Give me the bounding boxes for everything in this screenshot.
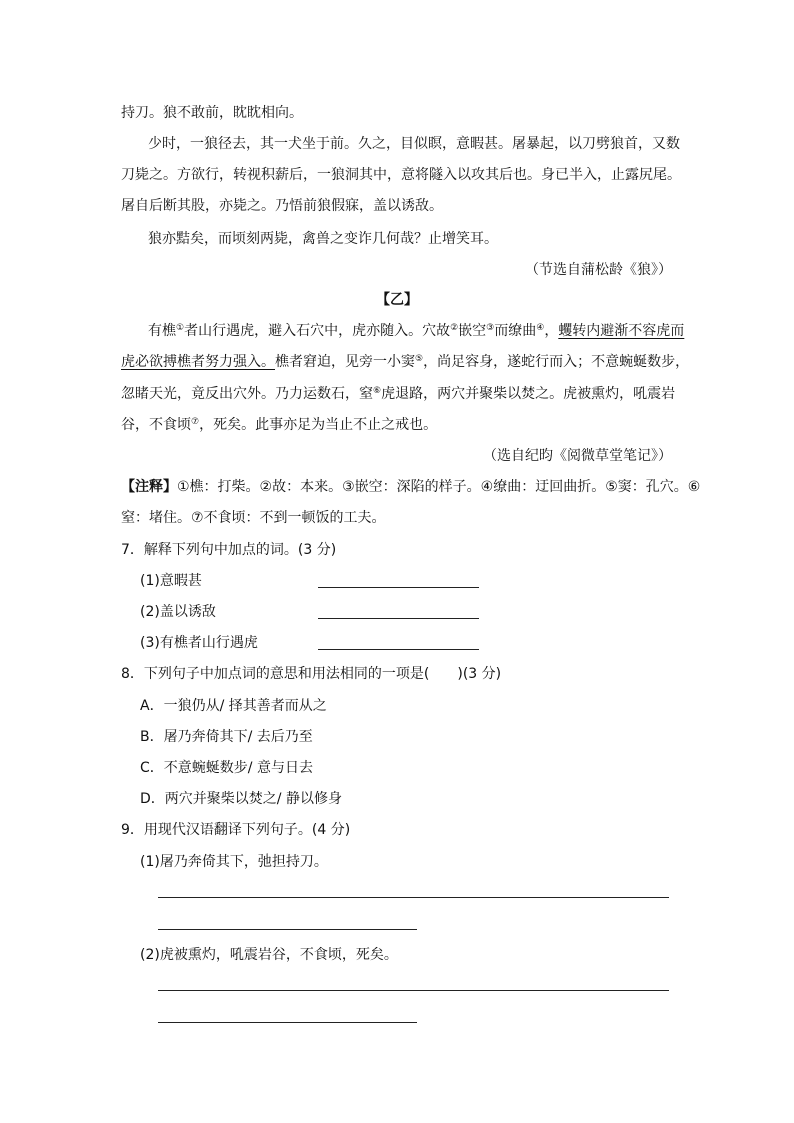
question-7-item-3: (3)有樵者山行遇虎 <box>140 635 258 651</box>
question-8-option-b[interactable]: B．屠乃奔倚其下/ 去后乃至 <box>140 729 313 745</box>
passage-jia-line-3: 刀毙之。方欲行，转视积薪后，一狼洞其中，意将隧入以攻其后也。身已半入，止露尻尾。 <box>121 167 681 183</box>
question-7-item-2: (2)盖以诱敌 <box>140 604 216 620</box>
passage-yi-line-4 <box>121 415 437 435</box>
answer-blank[interactable] <box>318 649 479 650</box>
question-9-item-1: (1)屠乃奔倚其下，弛担持刀。 <box>140 854 328 870</box>
footnote-marker: ② <box>450 323 459 333</box>
footnote-marker: ⑤ <box>415 354 424 364</box>
footnote-marker: ① <box>176 323 185 333</box>
notes-line-1 <box>121 477 700 497</box>
question-9-stem: 9．用现代汉语翻译下列句子。(4 分) <box>121 822 351 838</box>
passage-jia-line-5: 狼亦黠矣，而顷刻两毙，禽兽之变诈几何哉？止增笑耳。 <box>148 231 498 247</box>
notes-label: 【注释】 <box>121 479 177 495</box>
answer-line[interactable] <box>158 897 669 898</box>
underlined-sentence: 蠼转内避渐不容虎而 <box>558 323 685 339</box>
passage-jia-source: （节选自蒲松龄《狼》） <box>525 262 672 278</box>
answer-line[interactable] <box>158 990 669 991</box>
text-run: 者山行遇虎，避入石穴中，虎亦随入。穴故 <box>184 323 451 339</box>
question-8-option-a[interactable]: A．一狼仍从/ 择其善者而从之 <box>140 698 327 714</box>
footnote-marker: ③ <box>486 323 495 333</box>
passage-jia-line-2: 少时，一狼径去，其一犬坐于前。久之，目似瞑，意暇甚。屠暴起，以刀劈狼首，又数 <box>148 136 680 152</box>
text-run: 嵌空 <box>458 323 487 339</box>
question-9-item-2: (2)虎被熏灼，吼震岩谷，不食顷，死矣。 <box>140 947 398 963</box>
underlined-sentence: 虎必欲搏樵者努力强入。 <box>121 354 275 370</box>
text-run: 忽睹天光，竟反出穴外。乃力运数石，窒 <box>121 386 373 402</box>
text-run: ， <box>544 323 559 339</box>
answer-line[interactable] <box>158 1022 417 1023</box>
passage-yi-line-3 <box>121 384 675 404</box>
answer-line[interactable] <box>158 929 417 930</box>
answer-blank[interactable] <box>318 618 479 619</box>
footnote-marker: ④ <box>536 323 545 333</box>
notes-text: ①樵：打柴。②故：本来。③嵌空：深陷的样子。④缭曲：迂回曲折。⑤窦：孔穴。⑥ <box>177 479 701 495</box>
text-run: 樵者窘迫，见旁一小窦 <box>275 354 415 370</box>
text-run: 谷，不食顷 <box>121 417 191 433</box>
question-8-option-c[interactable]: C．不意蜿蜒数步/ 意与日去 <box>140 760 313 776</box>
question-7-item-1: (1)意暇甚 <box>140 573 202 589</box>
passage-yi-line-1 <box>148 321 684 341</box>
question-7-stem: 7．解释下列句中加点的词。(3 分) <box>121 542 337 558</box>
question-8-option-d[interactable]: D．两穴并聚柴以焚之/ 静以修身 <box>140 791 342 807</box>
passage-yi-heading: 【乙】 <box>376 292 418 308</box>
question-8-stem: 8．下列句子中加点词的意思和用法相同的一项是( )(3 分) <box>121 666 502 682</box>
passage-yi-source: （选自纪昀《阅微草堂笔记》） <box>483 448 672 464</box>
text-run: ，尚足容身，遂蛇行而入；不意蜿蜒数步， <box>423 354 690 370</box>
passage-jia-line-4: 屠自后断其股，亦毙之。乃悟前狼假寐，盖以诱敌。 <box>121 198 443 214</box>
text-run: 而缭曲 <box>494 323 537 339</box>
text-run: ，死矣。此事亦足为当止不止之戒也。 <box>199 417 438 433</box>
notes-line-2: 窒：堵住。⑦不食顷：不到一顿饭的工夫。 <box>121 510 386 526</box>
answer-blank[interactable] <box>318 587 479 588</box>
passage-yi-line-2 <box>121 352 689 372</box>
text-run: 虎退路，两穴并聚柴以焚之。虎被熏灼，吼震岩 <box>381 386 676 402</box>
footnote-marker: ⑦ <box>191 417 200 427</box>
footnote-marker: ⑥ <box>373 386 382 396</box>
text-run: 有樵 <box>148 323 176 339</box>
passage-jia-line-1: 持刀。狼不敢前，眈眈相向。 <box>121 105 303 121</box>
